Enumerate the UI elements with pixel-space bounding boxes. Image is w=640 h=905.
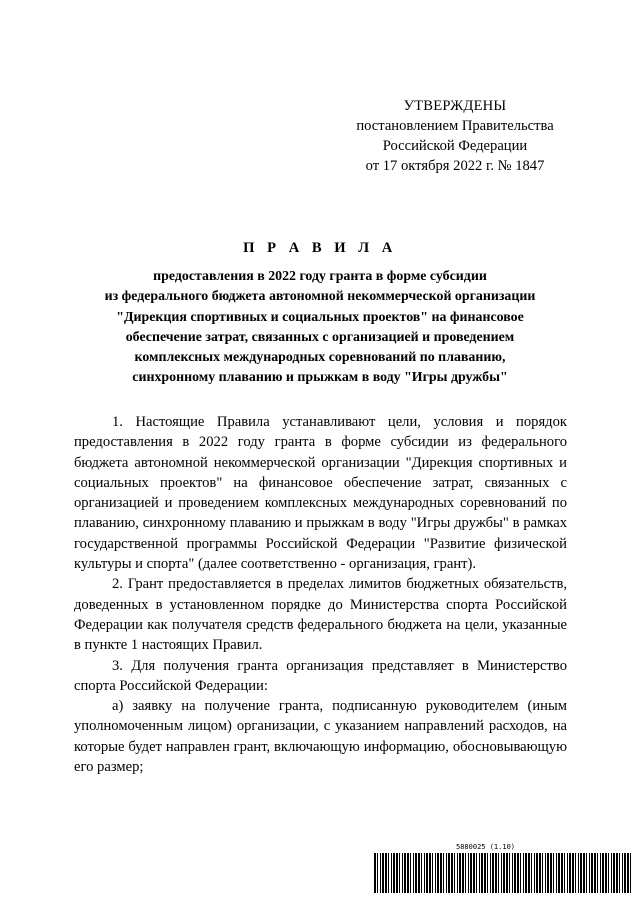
paragraph-3a: а) заявку на получение гранта, подписанную руководителем (иным уполномоченным лицом) организации, с указанием направлений расходов, на которые будет направлен грант, включающую информацию, обосновывающую его размер;	[74, 698, 567, 776]
approval-block	[330, 96, 580, 176]
subtitle-line: синхронному плаванию и прыжкам в воду "Игры дружбы"	[132, 370, 508, 386]
approval-line-date-number: от 17 октября 2022 г. № 1847	[365, 158, 545, 174]
barcode-label: 5880025 (1.10)	[456, 843, 516, 851]
subtitle-line: из федерального бюджета автономной некоммерческой организации	[104, 289, 536, 305]
approval-heading: УТВЕРЖДЕНЫ	[403, 98, 507, 114]
barcode-block	[374, 843, 632, 895]
approval-line-decree: постановлением Правительства	[356, 118, 554, 134]
paragraph-2: 2. Грант предоставляется в пределах лимитов бюджетных обязательств, доведенных в установленном порядке до Министерства спорта Российской Федерации как получателя средств федерального бюджета на цели, указанные в пункте 1 настоящих Правил.	[74, 576, 567, 654]
document-body	[74, 412, 567, 777]
paragraph-1: 1. Настоящие Правила устанавливают цели, условия и порядок предоставления в 2022 году гранта в форме субсидии из федерального бюджета автономной некоммерческой организации "Дирекция спортивных и социальных проектов" на финансовое обеспечение затрат, связанных с организацией и проведением комплексных международных соревнований по плаванию, синхронному плаванию и прыжкам в воду "Игры дружбы" в рамках государственной программы Российской Федерации "Развитие физической культуры и спорта" (далее соответственно - организация, грант).	[74, 414, 567, 573]
subtitle-line: комплексных международных соревнований по плаванию,	[134, 350, 506, 366]
subtitle-line: предоставления в 2022 году гранта в форме субсидии	[153, 269, 487, 284]
document-subtitle	[60, 267, 580, 389]
document-title: П Р А В И Л А	[243, 240, 397, 256]
approval-line-government: Российской Федерации	[382, 138, 528, 154]
paragraph-3: 3. Для получения гранта организация представляет в Министерство спорта Российской Федерации:	[74, 657, 567, 694]
subtitle-line: "Дирекция спортивных и социальных проектов" на финансовое	[116, 309, 524, 325]
subtitle-line: обеспечение затрат, связанных с организацией и проведением	[125, 329, 515, 345]
barcode-image	[374, 853, 632, 893]
